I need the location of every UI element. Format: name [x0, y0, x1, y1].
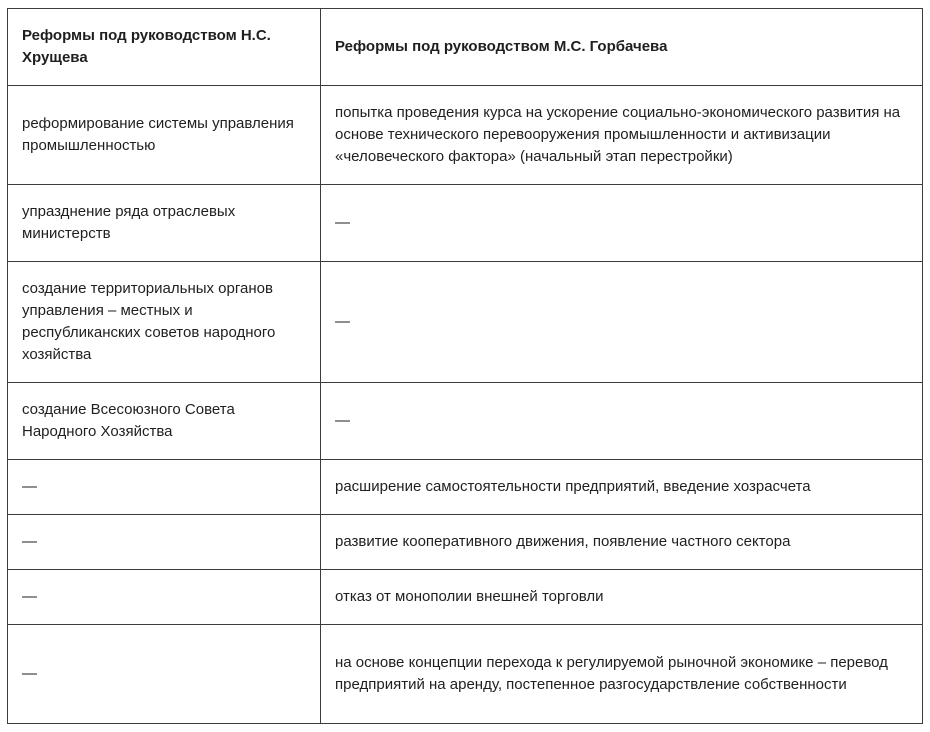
- table-row: [8, 515, 923, 570]
- cell-khrushchev: —: [8, 460, 321, 515]
- comparison-table: [7, 8, 923, 724]
- table-row: [8, 625, 923, 724]
- cell-khrushchev: создание территориальных органов управления – местных и республиканских советов народного хозяйства: [8, 262, 321, 383]
- cell-gorbachev: —: [321, 185, 923, 262]
- comparison-table-container: [7, 8, 922, 724]
- cell-gorbachev: —: [321, 262, 923, 383]
- cell-khrushchev: реформирование системы управления промышленностью: [8, 86, 321, 185]
- header-khrushchev-reforms: Реформы под руководством Н.С. Хрущева: [8, 9, 321, 86]
- cell-gorbachev: попытка проведения курса на ускорение социально-экономического развития на основе технического перевооружения промышленности и активизации «человеческого фактора» (начальный этап перестройки): [321, 86, 923, 185]
- cell-khrushchev: —: [8, 515, 321, 570]
- table-row: [8, 262, 923, 383]
- table-row: [8, 86, 923, 185]
- table-row: [8, 185, 923, 262]
- cell-gorbachev: расширение самостоятельности предприятий, введение хозрасчета: [321, 460, 923, 515]
- cell-gorbachev: развитие кооперативного движения, появление частного сектора: [321, 515, 923, 570]
- cell-khrushchev: упразднение ряда отраслевых министерств: [8, 185, 321, 262]
- table-row: [8, 460, 923, 515]
- table-row: [8, 383, 923, 460]
- cell-khrushchev: —: [8, 625, 321, 724]
- cell-khrushchev: создание Всесоюзного Совета Народного Хозяйства: [8, 383, 321, 460]
- header-gorbachev-reforms: Реформы под руководством М.С. Горбачева: [321, 9, 923, 86]
- cell-gorbachev: отказ от монополии внешней торговли: [321, 570, 923, 625]
- cell-khrushchev: —: [8, 570, 321, 625]
- table-row: [8, 570, 923, 625]
- cell-gorbachev: на основе концепции перехода к регулируемой рыночной экономике – перевод предприятий на аренду, постепенное разгосударствление собственности: [321, 625, 923, 724]
- cell-gorbachev: —: [321, 383, 923, 460]
- table-header-row: [8, 9, 923, 86]
